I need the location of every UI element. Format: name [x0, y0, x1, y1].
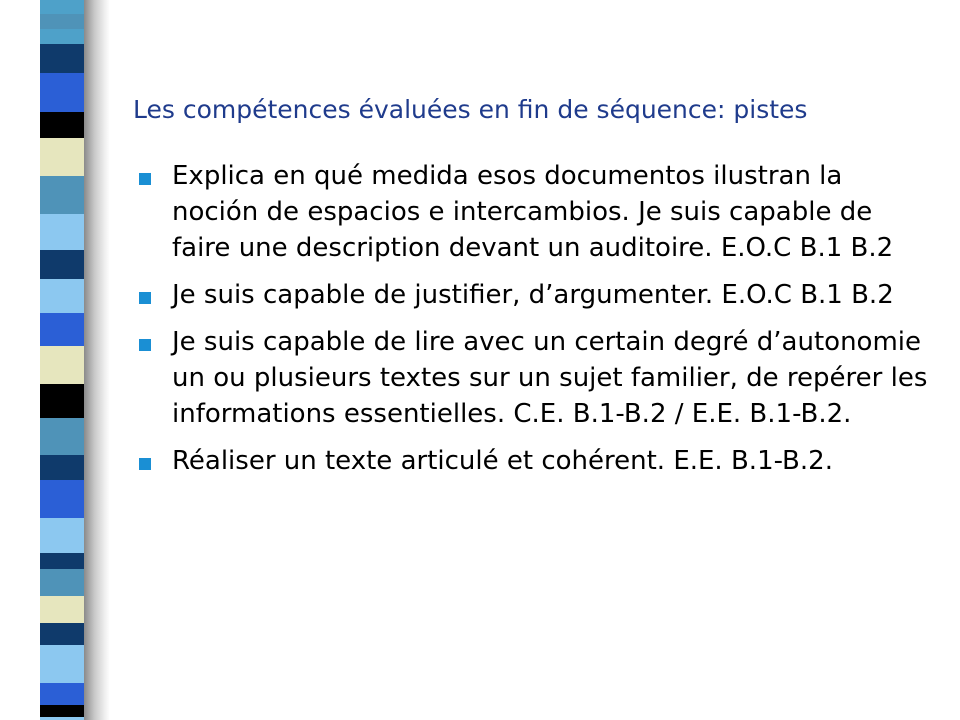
color-band	[40, 683, 84, 705]
color-band	[40, 418, 84, 455]
bullet-text: Je suis capable de lire avec un certain degré d’autonomie un ou plusieurs textes sur un sujet familier, de repérer les informations essentielles. C.E. B.1-B.2 / E.E. B.1-B.2.	[172, 327, 928, 429]
color-band-column	[40, 0, 84, 720]
color-band	[40, 623, 84, 645]
color-band	[40, 44, 84, 73]
square-bullet-icon	[139, 458, 151, 470]
color-band	[40, 138, 84, 176]
decorative-stripe-bar	[0, 0, 110, 720]
square-bullet-icon	[139, 339, 151, 351]
color-band	[40, 705, 84, 717]
bullet-list	[135, 158, 935, 490]
color-band	[40, 569, 84, 596]
color-band	[40, 250, 84, 279]
color-band	[40, 0, 84, 14]
bullet-item	[135, 443, 935, 479]
color-band	[40, 29, 84, 44]
bullet-text: Je suis capable de justifier, d’argumenter. E.O.C B.1 B.2	[172, 280, 894, 310]
color-band	[40, 14, 84, 29]
stripe-shadow	[84, 0, 110, 720]
color-band	[40, 313, 84, 346]
bullet-item	[135, 158, 935, 266]
color-band	[40, 279, 84, 313]
slide-title: Les compétences évaluées en fin de séquence: pistes	[133, 95, 808, 124]
color-band	[40, 480, 84, 518]
color-band	[40, 455, 84, 480]
color-band	[40, 346, 84, 384]
color-band	[40, 176, 84, 214]
bullet-item	[135, 277, 935, 313]
color-band	[40, 384, 84, 418]
color-band	[40, 596, 84, 623]
bullet-text: Réaliser un texte articulé et cohérent. E.E. B.1-B.2.	[172, 446, 833, 476]
square-bullet-icon	[139, 292, 151, 304]
color-band	[40, 112, 84, 138]
bullet-item	[135, 324, 935, 432]
bullet-text: Explica en qué medida esos documentos ilustran la noción de espacios e intercambios. Je suis capable de faire une description devant un auditoire. E.O.C B.1 B.2	[172, 161, 894, 263]
color-band	[40, 645, 84, 683]
color-band	[40, 214, 84, 250]
square-bullet-icon	[139, 173, 151, 185]
color-band	[40, 73, 84, 112]
color-band	[40, 518, 84, 553]
color-band	[40, 553, 84, 569]
